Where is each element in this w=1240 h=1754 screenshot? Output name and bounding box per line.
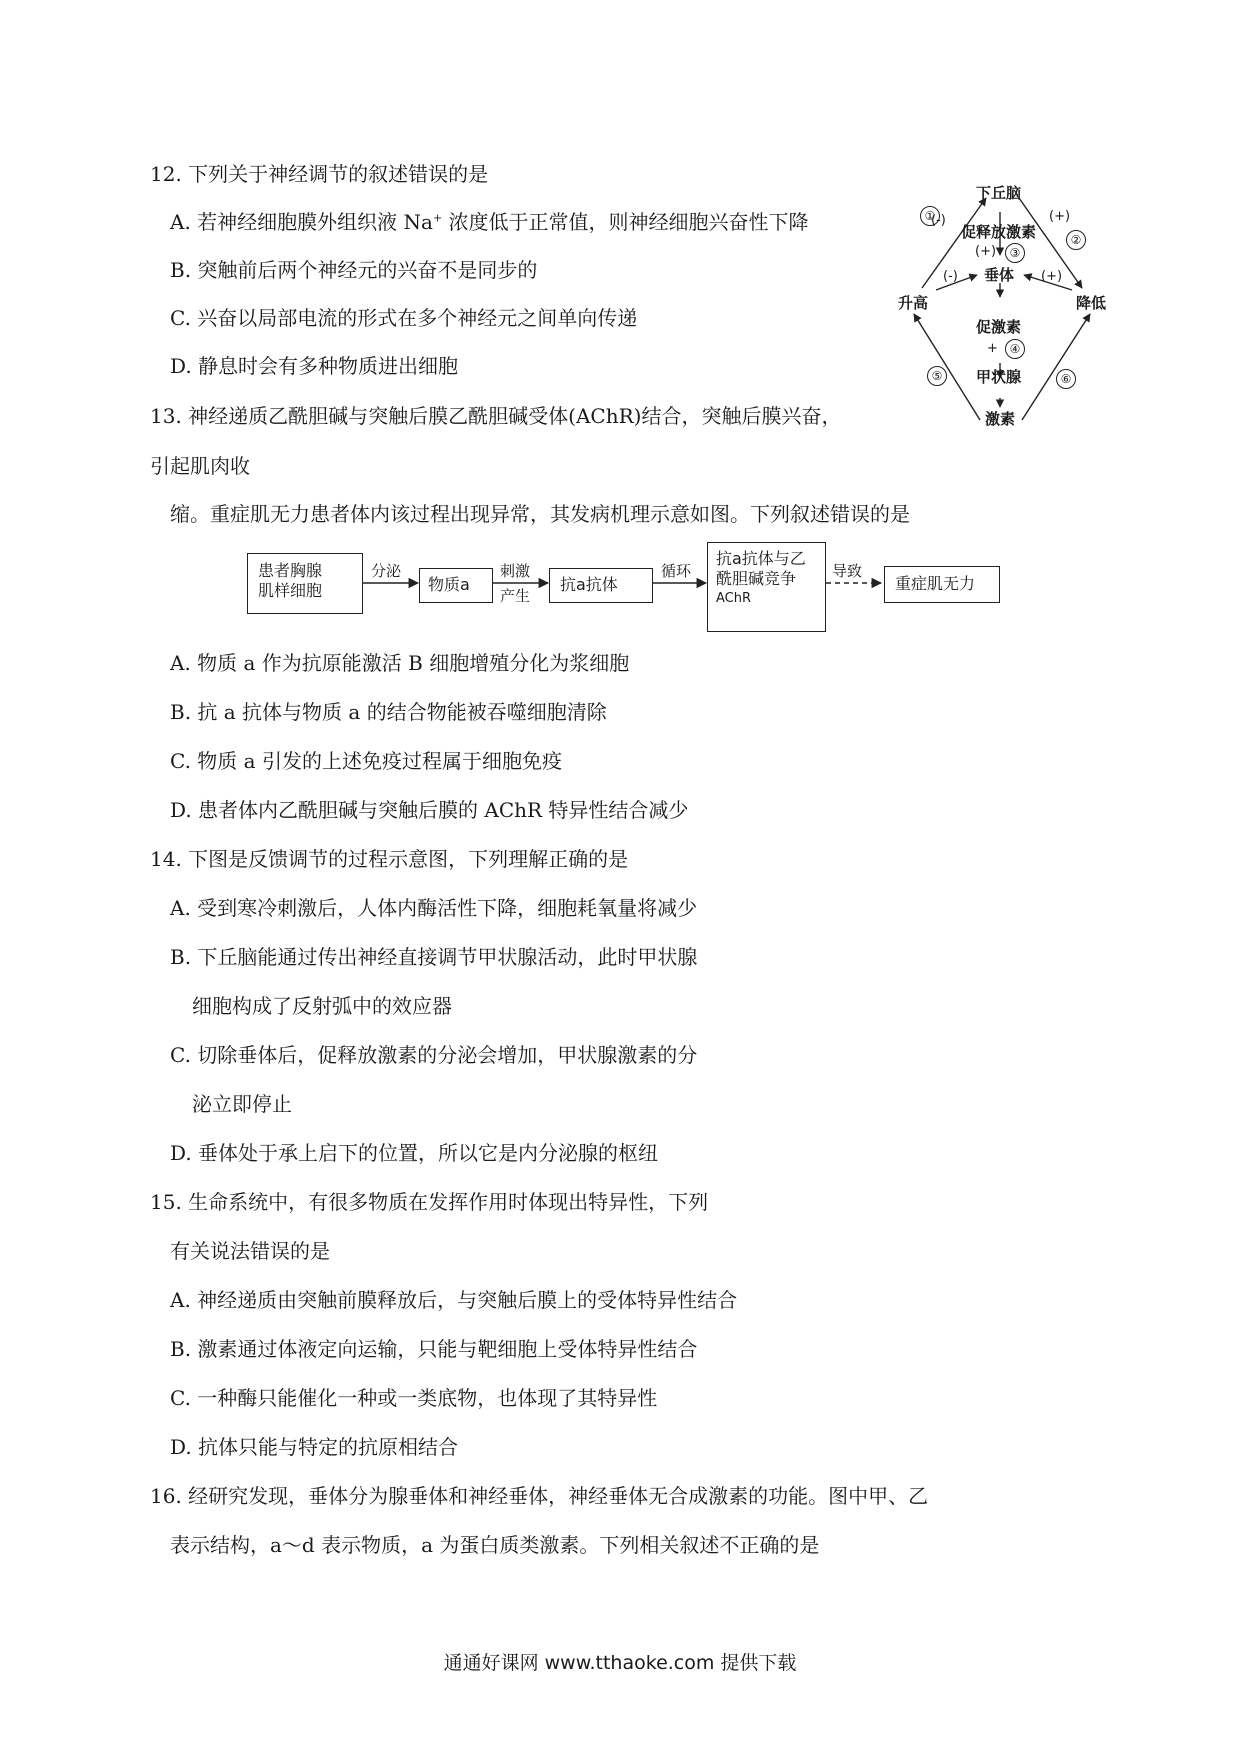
footer-source: 通通好课网 www.tthaoke.com 提供下载: [443, 1652, 797, 1674]
box-thymus-myoid-cells: 患者胸腺 肌样细胞: [247, 553, 363, 614]
q12-option-c: C. 兴奋以局部电流的形式在多个神经元之间单向传递: [170, 306, 638, 330]
label-releasing-hormone: 促释放激素: [961, 223, 1037, 241]
label-pos-3: (+): [975, 244, 997, 259]
q15-option-d: D. 抗体只能与特定的抗原相结合: [170, 1435, 459, 1459]
box-antibody-competes-achr: 抗a抗体与乙 酰胆碱竞争 AChR: [707, 542, 826, 632]
label-plus-4: +: [987, 341, 998, 356]
marker-circle-3: ③: [1005, 243, 1025, 263]
box-substance-a: 物质a: [419, 568, 493, 603]
label-thyroid: 甲状腺: [976, 368, 1022, 386]
q13-option-d: D. 患者体内乙酰胆碱与突触后膜的 AChR 特异性结合减少: [170, 798, 689, 822]
label-pituitary: 垂体: [984, 266, 1015, 284]
label-rise: 升高: [898, 294, 929, 312]
q13-option-a: A. 物质 a 作为抗原能激活 B 细胞增殖分化为浆细胞: [170, 651, 630, 675]
q16-stem-line1: 16. 经研究发现，垂体分为腺垂体和神经垂体，神经垂体无合成激素的功能。图中甲、乙: [150, 1484, 929, 1508]
label-stimulating-hormone: 促激素: [976, 318, 1022, 336]
q12-option-d: D. 静息时会有多种物质进出细胞: [170, 354, 459, 378]
q14-option-d: D. 垂体处于承上启下的位置，所以它是内分泌腺的枢纽: [170, 1141, 659, 1165]
marker-circle-6: ⑥: [1056, 369, 1076, 389]
q13-stem-line1: 13. 神经递质乙酰胆碱与突触后膜乙酰胆碱受体(AChR)结合，突触后膜兴奋，: [150, 404, 842, 428]
label-hypothalamus: 下丘脑: [976, 184, 1022, 202]
label-neg-1: (-): [931, 213, 946, 228]
label-pos-pituitary: (+): [1041, 269, 1063, 284]
q14-option-a: A. 受到寒冷刺激后，人体内酶活性下降，细胞耗氧量将减少: [170, 896, 698, 920]
label-pos-2: (+): [1049, 209, 1071, 224]
q13-option-c: C. 物质 a 引发的上述免疫过程属于细胞免疫: [170, 749, 562, 773]
label-neg-pituitary: (-): [943, 269, 958, 284]
marker-circle-1: ①: [920, 206, 940, 226]
q14-option-b-line1: B. 下丘脑能通过传出神经直接调节甲状腺活动，此时甲状腺: [170, 945, 698, 969]
q15-option-a: A. 神经递质由突触前膜释放后，与突触后膜上的受体特异性结合: [170, 1288, 738, 1312]
q15-option-c: C. 一种酶只能催化一种或一类底物，也体现了其特异性: [170, 1386, 658, 1410]
edge-label-cause: 导致: [832, 562, 863, 580]
q13-stem-line3: 缩。重症肌无力患者体内该过程出现异常，其发病机理示意如图。下列叙述错误的是: [170, 502, 910, 526]
q16-stem-line2: 表示结构，a～d 表示物质，a 为蛋白质类激素。下列相关叙述不正确的是: [170, 1533, 820, 1557]
marker-circle-5: ⑤: [927, 366, 947, 386]
q15-stem-line1: 15. 生命系统中，有很多物质在发挥作用时体现出特异性，下列: [150, 1190, 709, 1214]
marker-circle-2: ②: [1066, 230, 1086, 250]
q14-option-c-line2: 泌立即停止: [192, 1092, 292, 1116]
label-hormone: 激素: [985, 410, 1016, 428]
box-myasthenia-gravis: 重症肌无力: [884, 566, 1000, 603]
q12-option-a: A. 若神经细胞膜外组织液 Na+ 浓度低于正常值，则神经细胞兴奋性下降: [170, 210, 809, 234]
box-anti-a-antibody: 抗a抗体: [549, 568, 653, 603]
q12-option-b: B. 突触前后两个神经元的兴奋不是同步的: [170, 258, 538, 282]
q15-stem-line2: 有关说法错误的是: [170, 1239, 330, 1263]
marker-circle-4: ④: [1005, 339, 1025, 359]
q15-option-b: B. 激素通过体液定向运输，只能与靶细胞上受体特异性结合: [170, 1337, 698, 1361]
q14-stem: 14. 下图是反馈调节的过程示意图，下列理解正确的是: [150, 847, 629, 871]
label-fall: 降低: [1076, 294, 1107, 312]
q14-option-b-line2: 细胞构成了反射弧中的效应器: [192, 994, 452, 1018]
edge-label-circulate: 循环: [661, 562, 692, 580]
q13-stem-line2: 引起肌肉收: [150, 454, 250, 478]
edge-label-stimulate: 刺激: [500, 562, 531, 580]
edge-label-produce: 产生: [500, 587, 531, 605]
q13-option-b: B. 抗 a 抗体与物质 a 的结合物能被吞噬细胞清除: [170, 700, 607, 724]
q14-option-c-line1: C. 切除垂体后，促释放激素的分泌会增加，甲状腺激素的分: [170, 1043, 698, 1067]
q12-stem: 12. 下列关于神经调节的叙述错误的是: [150, 162, 489, 186]
edge-label-secrete: 分泌: [371, 562, 402, 580]
